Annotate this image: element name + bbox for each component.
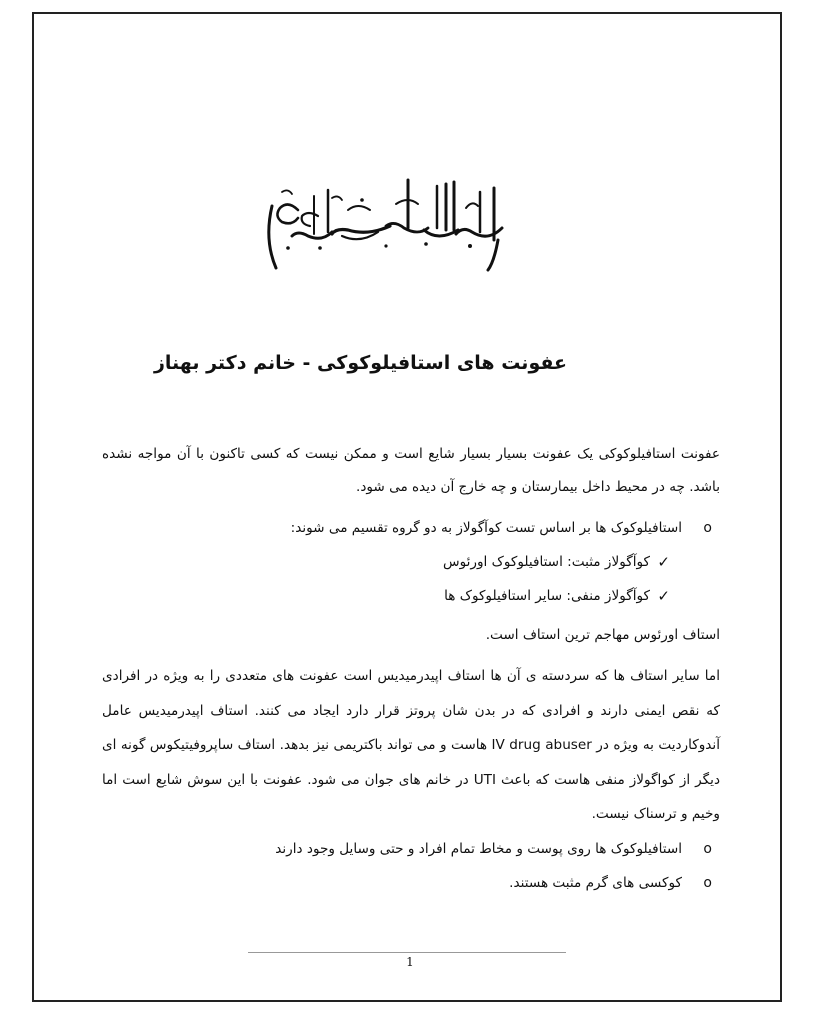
intro-paragraph: عفونت استافیلوکوکی یک عفونت بسیار بسیار شایع است و ممکن نیست که کسی تاکنون با آن مواجه نشده باشد. چه در محیط داخل بیمارستان و چه خارج آن دیده می شود. [102,446,720,495]
list-item [102,866,720,900]
circle-bullet-icon: o [703,874,712,891]
checkmark-icon: ✓ [657,587,670,605]
list-item-text: استافیلوکوک ها روی پوست و مخاط تمام افراد و حتی وسایل وجود دارند [275,840,682,857]
list-item [102,511,720,545]
document-body [102,438,720,900]
list-item-text: استافیلوکوک ها بر اساس تست کوآگولاز به دو گروه تقسیم می شوند: [290,520,682,536]
page-number: 1 [406,955,414,969]
circle-bullet-icon: o [703,840,712,857]
checkmark-icon: ✓ [657,553,670,571]
list-item-text: کوآگولاز منفی: سایر استافیلوکوک ها [444,588,650,604]
epidermidis-paragraph: اما سایر استاف ها که سردسته ی آن ها استاف اپیدرمیدیس است عفونت های متعددی را به ویژه در افرادی که نقص ایمنی دارند و افرادی که در بدن شان پروتز قرار دارد ایجاد می کنند. استاف اپیدرمیدیس عامل آندوکاردیت به ویژه در IV drug abuser هاست و می تواند باکتریمی نیز بدهد. استاف ساپروفیتیکوس گونه ای دیگر از کواگولاز منفی هاست که باعث UTI در خانم های جوان می شود. عفونت با این سوش شایع است اما وخیم و ترسناک نیست. [102,668,720,822]
bottom-bullet-list [102,832,720,900]
list-item-text: کوکسی های گرم مثبت هستند. [509,874,682,891]
list-item-text: کوآگولاز مثبت: استافیلوکوک اورئوس [443,554,650,570]
document-title: عفونت های استافیلوکوکی - خانم دکتر بهناز [153,352,568,374]
footer-divider [248,952,566,953]
list-item [102,579,720,613]
coagulase-list [102,545,720,613]
list-item [102,545,720,579]
circle-bullet-icon: o [703,520,712,536]
list-item [102,832,720,866]
aureus-note: استاف اورئوس مهاجم ترین استاف است. [485,627,720,643]
basmala-calligraphy [258,170,508,280]
classification-list [102,511,720,545]
